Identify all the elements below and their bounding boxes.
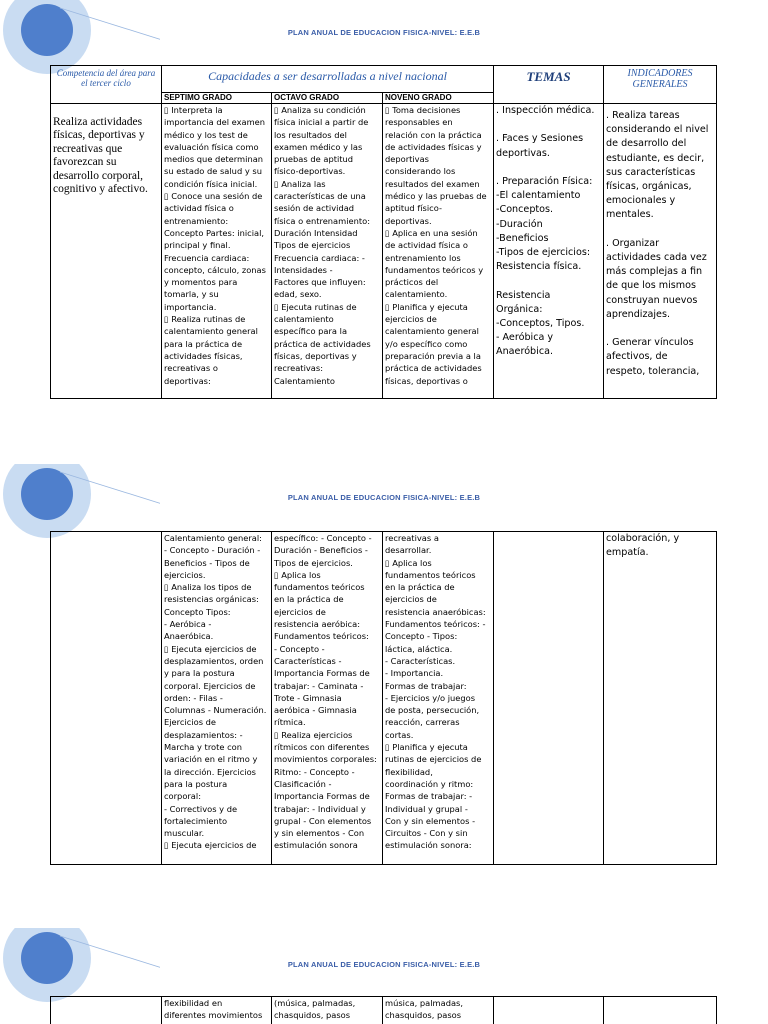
- document-page-2: [0, 464, 768, 884]
- document-page-3: [0, 928, 768, 1024]
- plan-table: [50, 531, 717, 865]
- indicadores-empty-cell: [604, 997, 717, 1024]
- grade-septimo: SEPTIMO GRADO: [162, 93, 272, 104]
- octavo-capacidades: específico: - Concepto - Duración - Beneficios - Tipos de ejercicios. ▯ Aplica los fundamentos teóricos en la práctica de ejercicios de resistencia aeróbica: Fundamentos teóricos: - Concepto - Características - Importancia Formas de trabajar: - Caminata - Trote - Gimnasia aeróbica - Gimnasia rítmica. ▯ Realiza ejercicios rítmicos con diferentes movimientos corporales: Ritmo: - Concepto - Clasificación - Importancia Formas de trabajar: - Individual y grupal - Con elementos y sin elementos - Con estimulación sonora: [272, 532, 383, 865]
- grade-octavo: OCTAVO GRADO: [272, 93, 383, 104]
- competencia-empty-cell: [51, 532, 162, 865]
- competencia-empty-cell: [51, 997, 162, 1024]
- temas-empty-cell: [494, 997, 604, 1024]
- header-indicadores: INDICADORES GENERALES: [604, 66, 717, 104]
- header-title: PLAN ANUAL DE EDUCACION FISICA-NIVEL: E.E.B: [287, 960, 481, 969]
- noveno-capacidades: ▯ Toma decisiones responsables en relación con la práctica de actividades físicas y deportivas considerando los resultados del examen médico y las pruebas de aptitud físico- deportivas. ▯ Aplica en una sesión de actividad física o entrenamiento los fundamentos teóricos y prácticos del calentamiento. ▯ Planifica y ejecuta ejercicios de calentamiento general y/o específico como preparación previa a la práctica de actividades físicas, deportivas o: [383, 104, 494, 399]
- header-temas: TEMAS: [494, 66, 604, 104]
- indicadores-list: colaboración, y empatía.: [604, 532, 717, 865]
- plan-table: [50, 996, 717, 1024]
- septimo-capacidades: Calentamiento general: - Concepto - Duración - Beneficios - Tipos de ejercicios. ▯ Analiza los tipos de resistencias orgánicas: Concepto Tipos: - Aeróbica - Anaeróbica. ▯ Ejecuta ejercicios de desplazamientos, orden y para la postura corporal. Ejercicios de orden: - Filas - Columnas - Numeración. Ejercicios de desplazamientos: - Marcha y trote con variación en el ritmo y la dirección. Ejercicios para la postura corporal: - Correctivos y de fortalecimiento muscular. ▯ Ejecuta ejercicios de: [162, 532, 272, 865]
- document-page-1: [0, 0, 768, 420]
- septimo-capacidades: flexibilidad en diferentes movimientos: [162, 997, 272, 1024]
- noveno-capacidades: música, palmadas, chasquidos, pasos: [383, 997, 494, 1024]
- noveno-capacidades: recreativas a desarrollar. ▯ Aplica los fundamentos teóricos en la práctica de ejercicios de resistencia anaeróbicas: Fundamentos teóricos: - Concepto - Tipos: láctica, aláctica. - Características. - Importancia. Formas de trabajar: - Ejercicios y/o juegos de posta, persecución, reacción, carreras cortas. ▯ Planifica y ejecuta rutinas de ejercicios de flexibilidad, coordinación y ritmo: Formas de trabajar: - Individual y grupal - Con y sin elementos - Circuitos - Con y sin estimulación sonora:: [383, 532, 494, 865]
- competencia-text: Realiza actividades físicas, deportivas y recreativas que favorezcan su desarrollo corporal, cognitivo y afectivo.: [51, 104, 162, 399]
- grade-noveno: NOVENO GRADO: [383, 93, 494, 104]
- octavo-capacidades: (música, palmadas, chasquidos, pasos: [272, 997, 383, 1024]
- temas-empty-cell: [494, 532, 604, 865]
- header-title: PLAN ANUAL DE EDUCACION FISICA-NIVEL: E.E.B: [287, 28, 481, 37]
- header-title: PLAN ANUAL DE EDUCACION FISICA-NIVEL: E.E.B: [287, 493, 481, 502]
- header-competencia: Competencia del área para el tercer ciclo: [51, 66, 162, 104]
- octavo-capacidades: ▯ Analiza su condición física inicial a partir de los resultados del examen médico y las pruebas de aptitud físico-deportivas. ▯ Analiza las características de una sesión de actividad física o entrenamiento: Duración Intensidad Tipos de ejercicios Frecuencia cardiaca: - Intensidades - Factores que influyen: edad, sexo. ▯ Ejecuta rutinas de calentamiento específico para la práctica de actividades físicas, deportivas y recreativas: Calentamiento: [272, 104, 383, 399]
- temas-list: . Inspección médica. . Faces y Sesiones deportivas. . Preparación Física: -El calentamiento -Conceptos. -Duración -Beneficios -Tipos de ejercicios: Resistencia física. Resistencia Orgánica: -Conceptos, Tipos. - Aeróbica y Anaeróbica.: [494, 104, 604, 399]
- plan-table: [50, 65, 717, 399]
- indicadores-list: . Realiza tareas considerando el nivel de desarrollo del estudiante, es decir, sus características físicas, orgánicas, emocionales y mentales. . Organizar actividades cada vez más complejas a fin de que los mismos construyan nuevos aprendizajes. . Generar vínculos afectivos, de respeto, tolerancia,: [604, 104, 717, 399]
- septimo-capacidades: ▯ Interpreta la importancia del examen médico y los test de evaluación física como medios que determinan su estado de salud y su condición física inicial. ▯ Conoce una sesión de actividad física o entrenamiento: Concepto Partes: inicial, principal y final. Frecuencia cardiaca: concepto, cálculo, zonas y momentos para tomarla, y su importancia. ▯ Realiza rutinas de calentamiento general para la práctica de actividades físicas, recreativas o deportivas:: [162, 104, 272, 399]
- header-capacidades: Capacidades a ser desarrolladas a nivel nacional: [162, 66, 494, 93]
